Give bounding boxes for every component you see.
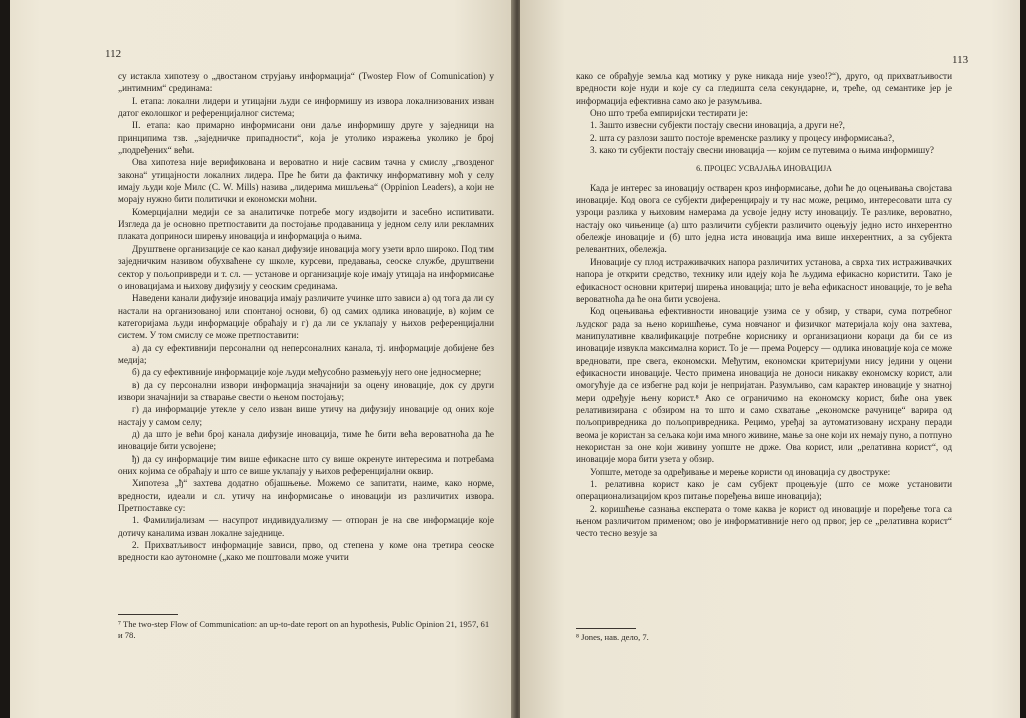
paragraph: в) да су персонални извори информација значајнији за оцену иновације, док су други извори значајнији за стварање свести о њеном постојању;: [118, 379, 494, 402]
footnote-rule: [118, 614, 178, 615]
paragraph: ђ) да су информације тим више ефикасне што су више окренуте интересима и потребама оних којима се обраћају и што се више уклапају у њихов референцијални оквир.: [118, 453, 494, 476]
paragraph: Уопште, методе за одређивање и мерење користи од иновација су двострукe:: [590, 466, 891, 477]
left-page: [10, 0, 514, 718]
body-text: [118, 70, 494, 564]
paragraph: а) да су ефективнији персонални од неперсоналних канала, тј. информације добијене без медија;: [118, 342, 494, 365]
right-page: [520, 0, 1020, 718]
section-heading: 6. ПРОЦЕС УСВАЈАЊА ИНОВАЦИЈА: [696, 164, 832, 174]
page-number: 113: [952, 54, 969, 66]
paragraph: су истакла хипотезу о „двостаном струјању информација“ (Twostep Flow of Comunication) у „интимним“ срединама:: [118, 71, 494, 94]
paragraph: 3. како ти субјекти постају свесни иновација — којим се путевима о њима информишу?: [590, 145, 934, 156]
paragraph: 2. коришћење сазнања експерата о томе каква је корист од иновације и поређење тога са њеном различитом применом; ово је информативније него од првог, јер се „релативна корист“ често тесно везује за: [576, 503, 952, 539]
paragraph: I. етапа: локални лидери и утицајни људи се информишу из извора локалнизованих изван датог еколошког и референцијалног система;: [118, 95, 494, 119]
footnote: ⁸ Jones, нав. дело, 7.: [576, 632, 649, 642]
paragraph: Ова хипотеза није верификована и вероватно и није сасвим тачна у смислу „гвозденог закона“ утицајности локалних лидера. Пре ће бити да фактичку информативну моћ у селу имају људи које Милс (C. W. Mills) назива „лидерима мишљења“ (Oppinion Leaders), а који не морају нужно бити политички и економски моћни.: [118, 157, 494, 205]
paragraph: д) да што је већи број канала дифузије иновација, тиме ће бити већа вероватноћа да ће иновације бити усвојене;: [118, 428, 494, 452]
paragraph: II. етапа: као примарно информисани они даље информишу друге у заједници на принципима тзв. „заједничке припадности“, која је утолико изражења уколико је број „подређених“ већи.: [118, 120, 494, 156]
page-number: 112: [105, 48, 122, 60]
paragraph: Код оцењивања ефективности иновације узима се у обзир, у ствари, сума потребног људског рада за њено коришћење, сума новчаног и физичког материјала коју она захтева, манипулативне квалификације потребне кориснику и организациони кораци да би се из иновације извукла максимална корист. То је — према Роџерсу — одлика иновације која се може вредновати, пре свега, економски. Међутим, економски критеријуми нису једини у оцени ефикасности иновације. Често примена иновација не доноси никакву економску корист, али омогућује да се избегне рад који је непријатан. Разумљиво, сам карактер иновације у знатној мери одређује њену корист.⁸ Ако се ограничимо на економску корист, биће она увек релативизирана с обзиром на то што и само схватање „економске рачунице“ варира од пољопривредника до пољопривредника. Рецимо, уређај за аутоматизовану исхрану перади веома је користан за сељака који има много живине, мање за оне који их немају пуно, а потпуно некористан за оне који живину уопште не држе. Ова корист, или „релативна корист“, од иновације мора бити узета у обзир.: [576, 306, 953, 465]
paragraph: б) да су ефективније информације које људи међусобно размењују него оне једносмерне;: [132, 367, 482, 378]
paragraph: 1. Фамилијализам — насупрот индивидуализму — отпоран је на све информације које дотичу каналима изван локалне заједнице.: [118, 515, 494, 538]
paragraph: 2. Прихватљивост информације зависи, прво, од степена у коме она третира сеоске вредности као аутономне („како ме поштовали може учити: [118, 540, 494, 563]
paragraph: 1. Зашто извесни субјекти постају свесни иновација, а други не?,: [590, 120, 845, 131]
paragraph: Друштвене организације се као канал дифузије иновација могу узети врло широко. Под тим заједничким називом обухваћене су школе, курсеви, предавања, сеоске службе, друштвени сектор у пољопривреди и т. сл. — установе и организације које имају утицаја на информисање о иновацијама и њихову дифузију у сеоским срединама.: [118, 243, 494, 291]
paragraph: г) да информације утекле у село изван више утичу на дифузију иновације од оних које настају у самом селу;: [118, 404, 494, 427]
paragraph: 1. релативна корист како је сам субјект процењује (што се може установити операционализацијом кроз питање поређења више иновација);: [576, 479, 952, 502]
paragraph: како се обрађује земља кад мотику у руке никада није узео!?“), друго, од прихватљивости вредности које нуди и које су са гледишта села секундарне, и, треће, од семантике јер је информација ефективна само ако је разумљива.: [576, 71, 952, 106]
paragraph: Иновације су плод истраживачких напора различитих установа, а сврха тих истраживачких напора је открити средство, технику или идеју која ће људима ефикасно користити. Тако је ефикасност основни критериј ширења иновација; што је већа ефикасност иновације, то је већа вероватноћа да ће она бити усвојена.: [576, 256, 952, 304]
paragraph: Оно што треба емпиријски тестирати је:: [590, 108, 748, 119]
paragraph: Комерцијални медији се за аналитичке потребе могу издвојити и засебно испитивати. Изгледа да је основно претпоставити да постојање продаваница у једном селу или рекламних плаката доприноси ширењу иновација и информација о њима.: [118, 206, 494, 242]
paragraph: Наведени канали дифузије иновација имају различите учинке што зависи а) од тога да ли су настали на организованој или спонтаној основи, б) од самих одлика иновације, в) којим се категоријама људи информације обраћају и г) да ли се уклапају у њихов референцијални систем. У том смислу се може претпоставити:: [118, 293, 494, 341]
paragraph: Хипотеза „ђ“ захтева додатно објашњење. Можемо се запитати, наиме, како норме, вредности, идеали и сл. утичу на информисање о иновацији из различитих извора. Претпоставке су:: [118, 478, 494, 514]
footnote: ⁷ The two-step Flow of Communication: an up-to-date report on an hypothesis, Public Opinion 21, 1957, 61 и 78.: [118, 619, 490, 640]
paragraph: Када је интерес за иновацију остварен кроз информисање, доћи ће до оцењивања својстава иновације. Код овога се субјекти диференцирају и ту нас може, рецимо, интересовати шта су узроци разлика у њиховим намерама да усвоје једну исту иновацију. Те разлике, вероватно, настају око чињенице (а) што различити субјекти различито оцењују једно исто инхерентно обележје иновације и (б) што једна иста иновација има више инхерентних, а за субјекта релевантних, обележја.: [576, 182, 952, 255]
paragraph: 2. шта су разлози зашто постоје временске разлику у процесу информисања?,: [590, 132, 895, 143]
footnote-rule: [576, 628, 636, 629]
body-text: [576, 70, 952, 540]
